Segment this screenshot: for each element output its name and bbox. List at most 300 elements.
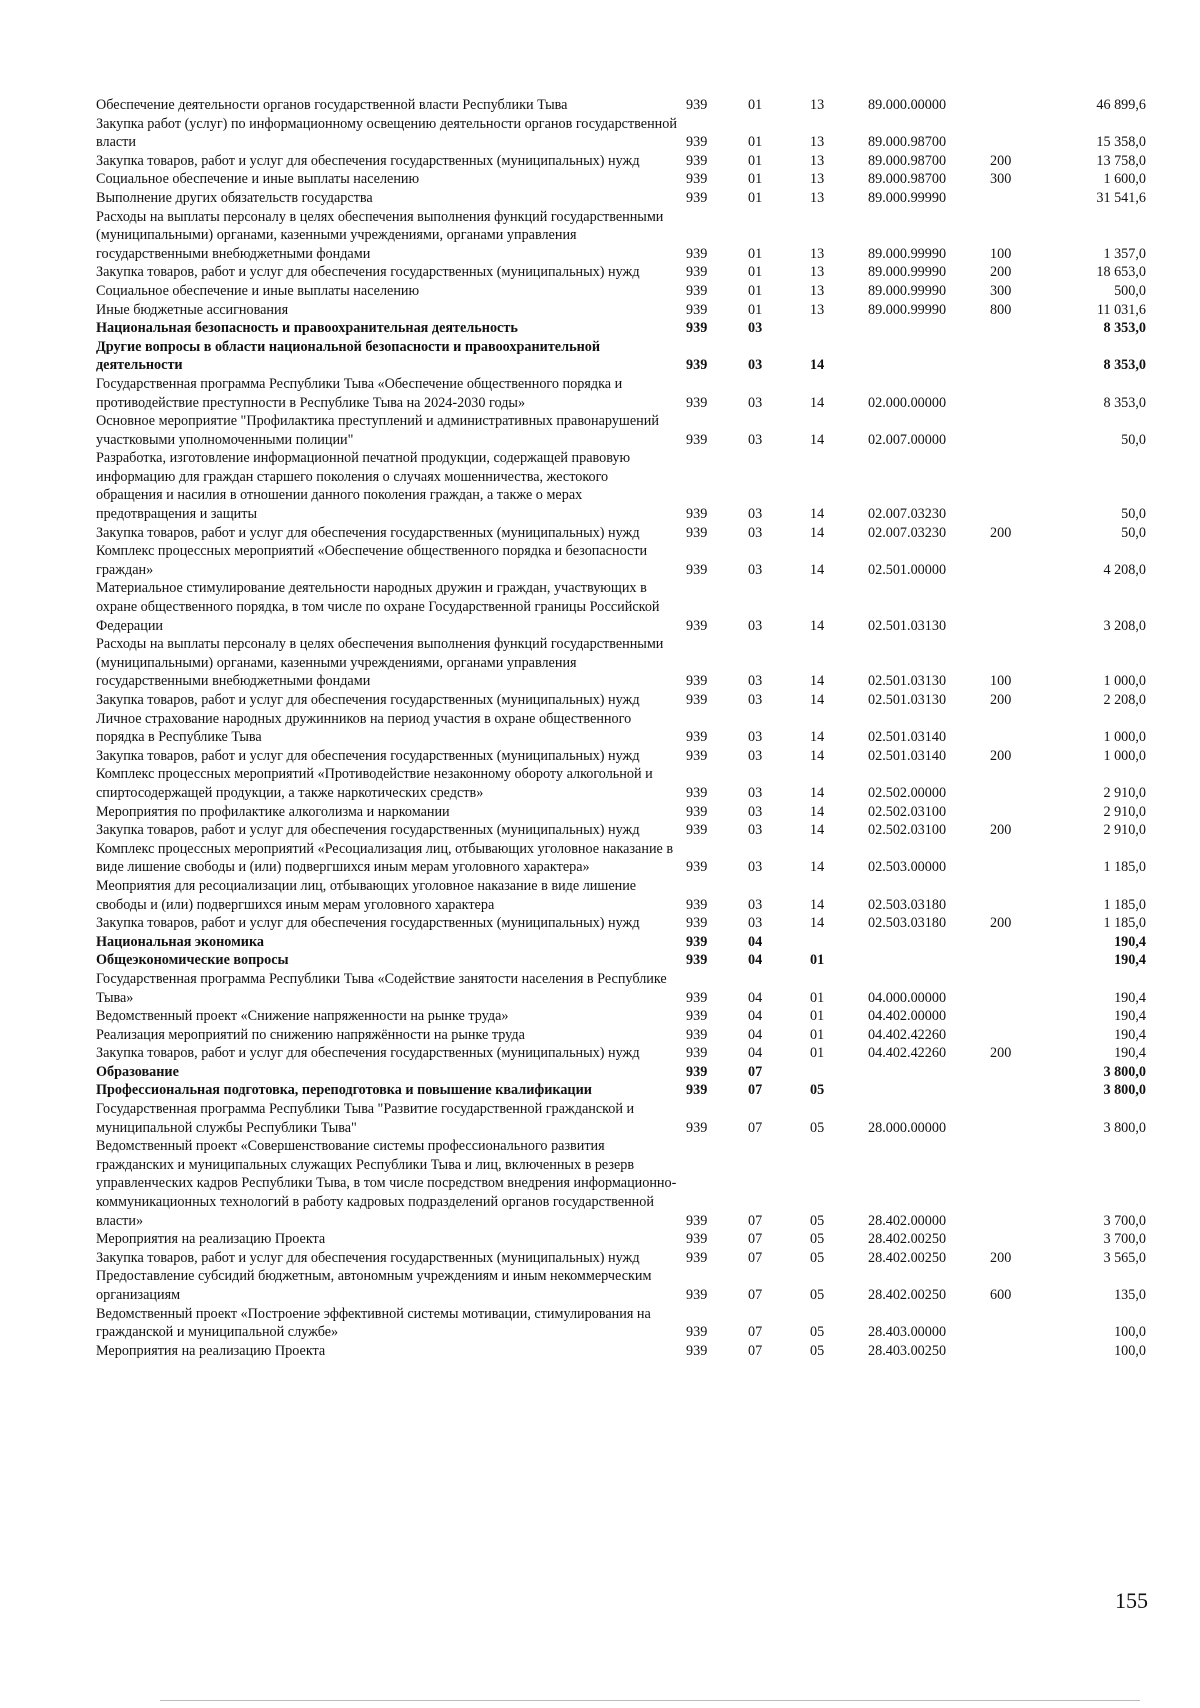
amount: 3 565,0 <box>1103 1249 1146 1266</box>
expense-type-code: 300 <box>990 171 1012 188</box>
target-article-code: 89.000.98700 <box>868 171 947 188</box>
section-code: 03 <box>748 617 763 634</box>
target-article-code: 89.000.00000 <box>868 97 947 113</box>
subsection-code <box>810 319 868 338</box>
expense-type-code: 200 <box>990 1045 1012 1062</box>
ministry-code: 939 <box>686 171 708 188</box>
target-article-code <box>868 951 990 970</box>
expense-type-code <box>990 840 1060 877</box>
expense-type-code <box>990 375 1060 412</box>
table-row <box>96 208 1146 264</box>
expense-type-code: 200 <box>990 747 1012 764</box>
table-row <box>96 282 1146 301</box>
table-row <box>96 1267 1146 1304</box>
row-name: Образование <box>96 1063 179 1080</box>
target-article-code: 28.402.00250 <box>868 1249 947 1266</box>
section-code: 03 <box>748 431 763 448</box>
target-article-code: 28.402.00250 <box>868 1287 947 1303</box>
ministry-code: 939 <box>686 357 708 374</box>
row-name: Материальное стимулирование деятельности народных дружин и граждан, участвующих в охране общественного порядка, в том числе по охране Государственной границы Российской Федерации <box>96 580 660 634</box>
row-name: Закупка товаров, работ и услуг для обеспечения государственных (муниципальных) нужд <box>96 692 640 708</box>
row-name: Закупка товаров, работ и услуг для обеспечения государственных (муниципальных) нужд <box>96 264 640 281</box>
ministry-code: 939 <box>686 859 708 876</box>
table-row <box>96 821 1146 840</box>
expense-type-code: 100 <box>990 673 1012 690</box>
amount: 190,4 <box>1114 1026 1146 1043</box>
subsection-code: 01 <box>810 952 825 969</box>
section-code: 01 <box>748 134 763 151</box>
row-name: Мероприятия на реализацию Проекта <box>96 1342 326 1359</box>
table-row <box>96 1137 1146 1230</box>
ministry-code: 939 <box>686 264 708 281</box>
table-row <box>96 1044 1146 1063</box>
amount: 8 353,0 <box>1103 394 1146 411</box>
row-name: Реализация мероприятий по снижению напряжённости на рынке труда <box>96 1026 525 1043</box>
target-article-code: 02.501.03130 <box>868 692 947 708</box>
section-code: 03 <box>748 822 763 839</box>
ministry-code: 939 <box>686 692 708 708</box>
row-name: Комплекс процессных мероприятий «Обеспечение общественного порядка и безопасности граждан» <box>96 543 648 578</box>
row-name: Выполнение других обязательств государства <box>96 189 373 206</box>
ministry-code: 939 <box>686 189 708 206</box>
table-row <box>96 914 1146 933</box>
row-name: Социальное обеспечение и иные выплаты населению <box>96 171 420 188</box>
target-article-code: 02.502.00000 <box>868 784 947 801</box>
ministry-code: 939 <box>686 1026 708 1043</box>
amount: 13 758,0 <box>1096 152 1146 169</box>
ministry-code: 939 <box>686 1045 708 1062</box>
subsection-code: 13 <box>810 152 825 169</box>
expense-type-code: 200 <box>990 915 1012 932</box>
target-article-code: 02.007.00000 <box>868 431 947 448</box>
table-row <box>96 1305 1146 1342</box>
row-name: Закупка товаров, работ и услуг для обеспечения государственных (муниципальных) нужд <box>96 152 640 169</box>
amount: 3 800,0 <box>1103 1119 1146 1136</box>
amount: 2 208,0 <box>1103 692 1146 708</box>
subsection-code: 05 <box>810 1249 825 1266</box>
subsection-code: 13 <box>810 97 825 113</box>
table-row <box>96 747 1146 766</box>
ministry-code: 939 <box>686 896 708 913</box>
expense-type-code <box>990 319 1060 338</box>
expense-type-code <box>990 1342 1060 1361</box>
expense-type-code <box>990 412 1060 449</box>
section-code: 03 <box>748 561 763 578</box>
subsection-code: 14 <box>810 617 825 634</box>
table-row <box>96 933 1146 952</box>
row-name: Закупка товаров, работ и услуг для обеспечения государственных (муниципальных) нужд <box>96 1045 640 1062</box>
target-article-code: 02.503.03180 <box>868 915 947 932</box>
expense-type-code <box>990 115 1060 152</box>
ministry-code: 939 <box>686 1249 708 1266</box>
table-row <box>96 189 1146 208</box>
ministry-code: 939 <box>686 747 708 764</box>
expense-type-code <box>990 1026 1060 1045</box>
ministry-code: 939 <box>686 152 708 169</box>
ministry-code: 939 <box>686 729 708 746</box>
subsection-code: 05 <box>810 1342 825 1359</box>
ministry-code: 939 <box>686 561 708 578</box>
row-name: Расходы на выплаты персоналу в целях обеспечения выполнения функций государственными (муниципальными) органами, казенными учреждениями, органами управления государственными внебюджетными фондами <box>96 208 664 262</box>
expense-type-code <box>990 951 1060 970</box>
section-code: 03 <box>748 896 763 913</box>
subsection-code: 01 <box>810 1026 825 1043</box>
target-article-code: 28.000.00000 <box>868 1119 947 1136</box>
section-code: 07 <box>748 1063 763 1080</box>
section-code: 04 <box>748 933 763 950</box>
table-row <box>96 691 1146 710</box>
subsection-code: 14 <box>810 561 825 578</box>
subsection-code: 05 <box>810 1212 825 1229</box>
table-row <box>96 301 1146 320</box>
amount: 15 358,0 <box>1096 134 1146 151</box>
expense-type-code <box>990 877 1060 914</box>
target-article-code: 89.000.99990 <box>868 189 947 206</box>
row-name: Иные бюджетные ассигнования <box>96 301 289 318</box>
section-code: 07 <box>748 1212 763 1229</box>
amount: 500,0 <box>1114 282 1146 299</box>
subsection-code: 14 <box>810 431 825 448</box>
expense-type-code: 200 <box>990 152 1012 169</box>
amount: 190,4 <box>1114 1008 1146 1025</box>
table-row <box>96 951 1146 970</box>
expense-type-code <box>990 449 1060 523</box>
expense-type-code <box>990 96 1060 115</box>
row-name: Личное страхование народных дружинников на период участия в охране общественного порядка в Республике Тыва <box>96 710 632 746</box>
subsection-code: 05 <box>810 1324 825 1341</box>
table-row <box>96 1026 1146 1045</box>
ministry-code: 939 <box>686 1119 708 1136</box>
section-code: 03 <box>748 692 763 708</box>
amount: 100,0 <box>1114 1342 1146 1359</box>
expense-type-code: 800 <box>990 301 1012 318</box>
row-name: Расходы на выплаты персоналу в целях обеспечения выполнения функций государственными (муниципальными) органами, казенными учреждениями, органами управления государственными внебюджетными фондами <box>96 636 664 690</box>
amount: 11 031,6 <box>1096 301 1146 318</box>
row-name: Мероприятия по профилактике алкоголизма и наркомании <box>96 803 450 820</box>
ministry-code: 939 <box>686 803 708 820</box>
subsection-code: 05 <box>810 1082 825 1099</box>
section-code: 07 <box>748 1082 763 1099</box>
amount: 190,4 <box>1114 1045 1146 1062</box>
expense-type-code <box>990 970 1060 1007</box>
row-name: Закупка товаров, работ и услуг для обеспечения государственных (муниципальных) нужд <box>96 1249 640 1266</box>
subsection-code: 14 <box>810 394 825 411</box>
subsection-code: 13 <box>810 264 825 281</box>
section-code: 04 <box>748 989 763 1006</box>
table-row <box>96 412 1146 449</box>
section-code: 04 <box>748 952 763 969</box>
subsection-code: 05 <box>810 1119 825 1136</box>
ministry-code: 939 <box>686 1212 708 1229</box>
row-name: Обеспечение деятельности органов государственной власти Республики Тыва <box>96 97 568 113</box>
amount: 50,0 <box>1121 524 1146 541</box>
table-row <box>96 1007 1146 1026</box>
expense-type-code: 100 <box>990 245 1012 262</box>
amount: 46 899,6 <box>1096 97 1146 113</box>
section-code: 07 <box>748 1119 763 1136</box>
amount: 190,4 <box>1114 952 1146 969</box>
amount: 3 800,0 <box>1103 1063 1146 1080</box>
section-code: 03 <box>748 784 763 801</box>
bottom-rule <box>160 1700 1140 1701</box>
subsection-code: 14 <box>810 357 825 374</box>
ministry-code: 939 <box>686 915 708 932</box>
amount: 31 541,6 <box>1096 189 1146 206</box>
subsection-code: 14 <box>810 822 825 839</box>
expense-type-code <box>990 1100 1060 1137</box>
table-row <box>96 152 1146 171</box>
subsection-code: 14 <box>810 803 825 820</box>
row-name: Разработка, изготовление информационной печатной продукции, содержащей правовую информацию для граждан старшего поколения о случаях мошенничества, жестокого обращения и насилия в отношении данного поколения граждан, а также о мерах предотвращения и защиты <box>96 450 631 523</box>
ministry-code: 939 <box>686 506 708 523</box>
target-article-code: 02.501.03140 <box>868 747 947 764</box>
section-code: 07 <box>748 1342 763 1359</box>
subsection-code: 13 <box>810 301 825 318</box>
ministry-code: 939 <box>686 301 708 318</box>
ministry-code: 939 <box>686 431 708 448</box>
amount: 1 600,0 <box>1103 171 1146 188</box>
target-article-code <box>868 319 990 338</box>
expense-type-code <box>990 710 1060 747</box>
target-article-code: 04.402.00000 <box>868 1008 947 1025</box>
expense-type-code <box>990 1230 1060 1249</box>
table-row <box>96 115 1146 152</box>
expense-type-code <box>990 933 1060 952</box>
amount: 135,0 <box>1114 1287 1146 1303</box>
row-name: Комплекс процессных мероприятий «Противодействие незаконному обороту алкогольной и спиртосодержащей продукции, а также наркотических средств» <box>96 766 653 801</box>
expense-type-code: 200 <box>990 1249 1012 1266</box>
subsection-code: 14 <box>810 896 825 913</box>
section-code: 01 <box>748 245 763 262</box>
ministry-code: 939 <box>686 952 708 969</box>
section-code: 03 <box>748 729 763 746</box>
budget-table <box>96 96 1146 1360</box>
row-name: Закупка товаров, работ и услуг для обеспечения государственных (муниципальных) нужд <box>96 524 640 541</box>
target-article-code: 89.000.98700 <box>868 152 947 169</box>
target-article-code: 89.000.99990 <box>868 301 947 318</box>
ministry-code: 939 <box>686 617 708 634</box>
amount: 3 700,0 <box>1103 1231 1146 1248</box>
table-row <box>96 840 1146 877</box>
expense-type-code <box>990 803 1060 822</box>
expense-type-code <box>990 542 1060 579</box>
row-name: Закупка работ (услуг) по информационному освещению деятельности органов государственной власти <box>96 115 677 151</box>
ministry-code: 939 <box>686 1342 708 1359</box>
target-article-code: 02.501.03130 <box>868 617 947 634</box>
section-code: 03 <box>748 524 763 541</box>
section-code: 03 <box>748 357 763 374</box>
table-row <box>96 1230 1146 1249</box>
target-article-code: 02.502.03100 <box>868 803 947 820</box>
ministry-code: 939 <box>686 1287 708 1303</box>
section-code: 03 <box>748 859 763 876</box>
ministry-code: 939 <box>686 134 708 151</box>
row-name: Национальная экономика <box>96 933 265 950</box>
table-row <box>96 1342 1146 1361</box>
target-article-code: 28.403.00000 <box>868 1324 947 1341</box>
target-article-code <box>868 933 990 952</box>
ministry-code: 939 <box>686 320 708 337</box>
table-row <box>96 542 1146 579</box>
target-article-code: 02.007.03230 <box>868 524 947 541</box>
table-row <box>96 579 1146 635</box>
expense-type-code <box>990 1063 1060 1082</box>
target-article-code: 89.000.99990 <box>868 264 947 281</box>
row-name: Комплекс процессных мероприятий «Ресоциализация лиц, отбывающих уголовное наказание в виде лишение свободы и (или) подвергшихся иным мерам уголовного характера» <box>96 840 674 876</box>
amount: 1 000,0 <box>1103 673 1146 690</box>
target-article-code: 02.502.03100 <box>868 822 947 839</box>
subsection-code <box>810 933 868 952</box>
amount: 50,0 <box>1121 431 1146 448</box>
table-row <box>96 375 1146 412</box>
row-name: Ведомственный проект «Построение эффективной системы мотивации, стимулирования на гражданской и муниципальной службе» <box>96 1305 651 1341</box>
table-row <box>96 710 1146 747</box>
table-row <box>96 338 1146 375</box>
expense-type-code <box>990 579 1060 635</box>
table-row <box>96 319 1146 338</box>
table-row <box>96 765 1146 802</box>
ministry-code: 939 <box>686 822 708 839</box>
ministry-code: 939 <box>686 282 708 299</box>
ministry-code: 939 <box>686 1082 708 1099</box>
amount: 8 353,0 <box>1103 320 1146 337</box>
table-row <box>96 1063 1146 1082</box>
row-name: Меоприятия для ресоциализации лиц, отбывающих уголовное наказание в виде лишение свободы и (или) подвергшихся иным мерам уголовного характера <box>96 877 637 913</box>
expense-type-code: 200 <box>990 524 1012 541</box>
expense-type-code: 600 <box>990 1287 1012 1303</box>
section-code: 03 <box>748 320 763 337</box>
section-code: 03 <box>748 915 763 932</box>
target-article-code: 89.000.99990 <box>868 282 947 299</box>
table-row <box>96 803 1146 822</box>
subsection-code <box>810 1063 868 1082</box>
target-article-code: 28.402.00250 <box>868 1231 947 1248</box>
amount: 50,0 <box>1121 506 1146 523</box>
amount: 1 185,0 <box>1103 859 1146 876</box>
expense-type-code <box>990 338 1060 375</box>
subsection-code: 13 <box>810 245 825 262</box>
ministry-code: 939 <box>686 524 708 541</box>
ministry-code: 939 <box>686 784 708 801</box>
row-name: Закупка товаров, работ и услуг для обеспечения государственных (муниципальных) нужд <box>96 915 640 932</box>
amount: 2 910,0 <box>1103 784 1146 801</box>
section-code: 04 <box>748 1026 763 1043</box>
amount: 18 653,0 <box>1096 264 1146 281</box>
subsection-code: 13 <box>810 134 825 151</box>
table-body <box>96 96 1146 1360</box>
expense-type-code <box>990 189 1060 208</box>
section-code: 01 <box>748 97 763 113</box>
row-name: Предоставление субсидий бюджетным, автономным учреждениям и иным некоммерческим организациям <box>96 1268 652 1303</box>
subsection-code: 14 <box>810 692 825 708</box>
ministry-code: 939 <box>686 1231 708 1248</box>
target-article-code: 28.402.00000 <box>868 1212 947 1229</box>
target-article-code <box>868 338 990 375</box>
target-article-code: 04.402.42260 <box>868 1045 947 1062</box>
amount: 3 208,0 <box>1103 617 1146 634</box>
subsection-code: 05 <box>810 1287 825 1303</box>
table-row <box>96 170 1146 189</box>
section-code: 04 <box>748 1045 763 1062</box>
target-article-code: 02.501.03140 <box>868 729 947 746</box>
expense-type-code <box>990 1081 1060 1100</box>
subsection-code: 14 <box>810 859 825 876</box>
target-article-code: 04.402.42260 <box>868 1026 947 1043</box>
subsection-code: 14 <box>810 524 825 541</box>
target-article-code: 89.000.98700 <box>868 134 947 151</box>
amount: 8 353,0 <box>1103 357 1146 374</box>
amount: 100,0 <box>1114 1324 1146 1341</box>
ministry-code: 939 <box>686 1324 708 1341</box>
row-name: Закупка товаров, работ и услуг для обеспечения государственных (муниципальных) нужд <box>96 822 640 839</box>
subsection-code: 01 <box>810 1045 825 1062</box>
row-name: Профессиональная подготовка, переподготовка и повышение квалификации <box>96 1082 592 1099</box>
amount: 4 208,0 <box>1103 561 1146 578</box>
section-code: 01 <box>748 171 763 188</box>
expense-type-code <box>990 765 1060 802</box>
table-row <box>96 877 1146 914</box>
target-article-code: 02.503.03180 <box>868 896 947 913</box>
target-article-code: 02.000.00000 <box>868 394 947 411</box>
ministry-code: 939 <box>686 97 708 113</box>
expense-type-code: 200 <box>990 692 1012 708</box>
table-row <box>96 970 1146 1007</box>
subsection-code: 01 <box>810 1008 825 1025</box>
target-article-code: 02.007.03230 <box>868 506 947 523</box>
expense-type-code <box>990 1007 1060 1026</box>
page-number: 155 <box>1115 1588 1148 1613</box>
subsection-code: 14 <box>810 784 825 801</box>
target-article-code <box>868 1081 990 1100</box>
table-row <box>96 1081 1146 1100</box>
table-row <box>96 635 1146 691</box>
ministry-code: 939 <box>686 245 708 262</box>
row-name: Государственная программа Республики Тыва «Обеспечение общественного порядка и противодействие преступности в Республике Тыва на 2024-2030 годы» <box>96 375 623 411</box>
row-name: Ведомственный проект «Совершенствование системы профессионального развития гражданских и муниципальных служащих Республики Тыва и лиц, включенных в резерв управленческих кадров Республики Тыва, в том числе посредством внедрения информационно-коммуникационных технологий в работу кадровых подразделений органов государственной власти» <box>96 1138 677 1229</box>
section-code: 03 <box>748 673 763 690</box>
amount: 190,4 <box>1114 933 1146 950</box>
table-row <box>96 1249 1146 1268</box>
section-code: 07 <box>748 1324 763 1341</box>
expense-type-code <box>990 1305 1060 1342</box>
expense-type-code: 200 <box>990 264 1012 281</box>
table-row <box>96 449 1146 523</box>
subsection-code: 13 <box>810 282 825 299</box>
target-article-code: 04.000.00000 <box>868 989 947 1006</box>
subsection-code: 14 <box>810 506 825 523</box>
section-code: 04 <box>748 1008 763 1025</box>
subsection-code: 14 <box>810 747 825 764</box>
section-code: 01 <box>748 301 763 318</box>
target-article-code: 89.000.99990 <box>868 245 947 262</box>
amount: 1 185,0 <box>1103 896 1146 913</box>
row-name: Другие вопросы в области национальной безопасности и правоохранительной деятельности <box>96 338 601 374</box>
section-code: 07 <box>748 1249 763 1266</box>
table-row <box>96 1100 1146 1137</box>
table-row <box>96 263 1146 282</box>
row-name: Государственная программа Республики Тыва «Содействие занятости населения в Республике Тыва» <box>96 970 667 1006</box>
ministry-code: 939 <box>686 1008 708 1025</box>
section-code: 01 <box>748 282 763 299</box>
table-row <box>96 96 1146 115</box>
row-name: Социальное обеспечение и иные выплаты населению <box>96 282 420 299</box>
section-code: 03 <box>748 803 763 820</box>
target-article-code: 28.403.00250 <box>868 1342 947 1359</box>
amount: 190,4 <box>1114 989 1146 1006</box>
subsection-code: 13 <box>810 189 825 206</box>
target-article-code <box>868 1063 990 1082</box>
row-name: Закупка товаров, работ и услуг для обеспечения государственных (муниципальных) нужд <box>96 747 640 764</box>
